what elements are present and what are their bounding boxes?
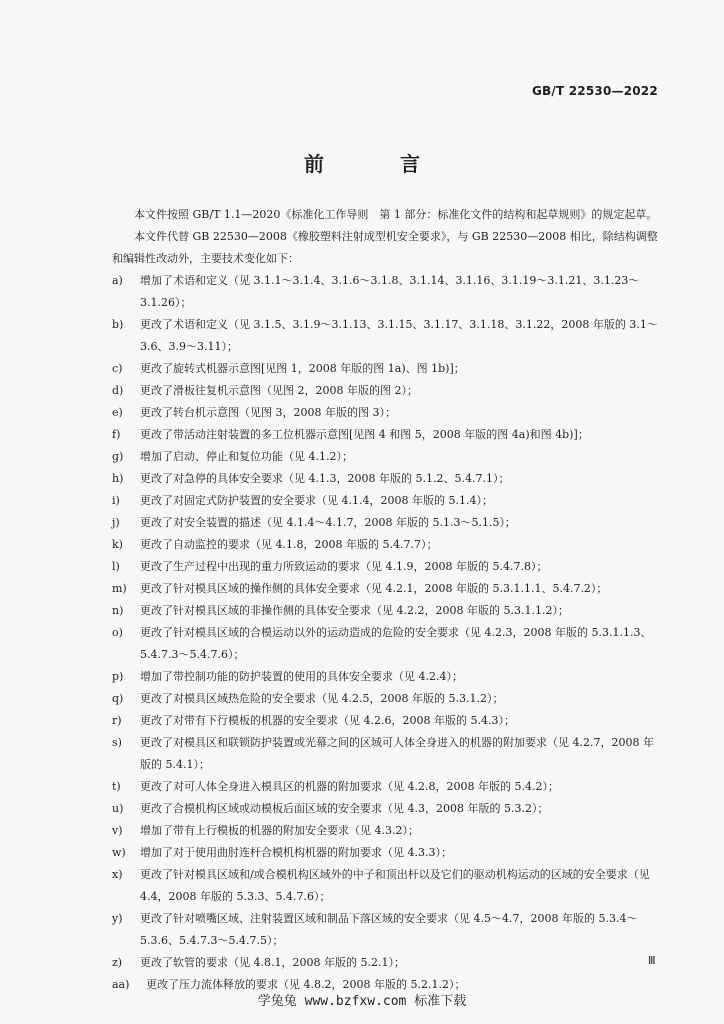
list-item-label: d): [112, 384, 124, 397]
list-item: [112, 908, 660, 952]
list-item-text: 更改了合模机构区域或动模板后面区域的安全要求（见 4.3，2008 年版的 5.3.2）；: [140, 802, 549, 815]
list-item-text: 更改了对模具区域热危险的安全要求（见 4.2.5，2008 年版的 5.3.1.2）；: [140, 692, 504, 705]
list-item-text: 增加了对于使用曲肘连杆合模机构机器的附加要求（见 4.3.3）；: [140, 846, 452, 859]
list-item-text: 更改了对可人体全身进入模具区的机器的附加要求（见 4.2.8，2008 年版的 5.4.2）；: [140, 780, 559, 793]
list-item-label: f): [112, 428, 121, 441]
list-item-text: 更改了针对模具区域的操作侧的具体安全要求（见 4.2.1，2008 年版的 5.3.1.1.1、5.4.7.2）；: [140, 582, 608, 595]
list-item-label: aa): [112, 978, 130, 991]
list-item: [112, 402, 660, 424]
list-item-label: o): [112, 626, 123, 639]
list-item: [112, 314, 660, 358]
list-item-label: q): [112, 692, 124, 705]
list-item: [112, 732, 660, 776]
list-item: [112, 710, 660, 732]
list-item-text: 更改了针对模具区域的合模运动以外的运动造成的危险的安全要求（见 4.2.3，2008 年版的 5.3.1.1.3、5.4.7.3～5.4.7.6）；: [140, 626, 652, 661]
list-item: [112, 952, 660, 974]
list-item: [112, 688, 660, 710]
document-body: [112, 204, 660, 996]
list-item-text: 更改了转台机示意图（见图 3，2008 年版的图 3）；: [140, 406, 396, 419]
list-item-label: g): [112, 450, 124, 463]
list-item-text: 增加了带控制功能的防护装置的使用的具体安全要求（见 4.2.4）；: [140, 670, 463, 683]
list-item: [112, 468, 660, 490]
list-item-text: 更改了生产过程中出现的重力所致运动的要求（见 4.1.9，2008 年版的 5.4.7.8）；: [140, 560, 548, 573]
list-item-label: a): [112, 274, 123, 287]
site-footer: 学兔兔 www.bzfxw.com 标准下载: [257, 994, 467, 1009]
list-item: [112, 424, 660, 446]
list-item: [112, 490, 660, 512]
list-item-label: m): [112, 582, 127, 595]
list-item: [112, 820, 660, 842]
list-item-label: k): [112, 538, 123, 551]
list-item: [112, 622, 660, 666]
list-item-label: i): [112, 494, 120, 507]
list-item-label: x): [112, 868, 123, 881]
list-item-text: 更改了术语和定义（见 3.1.5、3.1.9～3.1.13、3.1.15、3.1.17、3.1.18、3.1.22，2008 年版的 3.1～3.6、3.9～3.11）；: [140, 318, 658, 353]
list-item-text: 更改了对急停的具体安全要求（见 4.1.3，2008 年版的 5.1.2、5.4.7.1）；: [140, 472, 510, 485]
list-item-text: 增加了启动、停止和复位功能（见 4.1.2）；: [140, 450, 353, 463]
list-item-text: 更改了对带有下行模板的机器的安全要求（见 4.2.6，2008 年版的 5.4.3）；: [140, 714, 515, 727]
list-item: [112, 512, 660, 534]
list-item: [112, 446, 660, 468]
list-item: [112, 798, 660, 820]
page-title: 前 言: [304, 152, 448, 176]
list-item-text: 更改了滑板往复机示意图（见图 2，2008 年版的图 2）；: [140, 384, 418, 397]
list-item-label: r): [112, 714, 122, 727]
list-item-text: 更改了带活动注射装置的多工位机器示意图[见图 4 和图 5，2008 年版的图 4a)和图 4b)]；: [140, 428, 589, 441]
list-item: [112, 578, 660, 600]
list-item: [112, 842, 660, 864]
list-item: [112, 776, 660, 798]
list-item: [112, 666, 660, 688]
list-item-label: t): [112, 780, 121, 793]
list-item-text: 更改了针对模具区域和/或合模机构区域外的中子和顶出杆以及它们的驱动机构运动的区域的安全要求（见 4.4，2008 年版的 5.3.3、5.4.7.6）；: [140, 868, 650, 903]
list-item-label: u): [112, 802, 124, 815]
list-item: [112, 534, 660, 556]
change-list: [112, 270, 660, 996]
list-item-label: j): [112, 516, 120, 529]
list-item-label: z): [112, 956, 123, 969]
list-item: [112, 864, 660, 908]
intro-paragraph: 本文件代替 GB 22530—2008《橡胶塑料注射成型机安全要求》，与 GB 22530—2008 相比，除结构调整和编辑性改动外，主要技术变化如下：: [112, 230, 658, 265]
list-item-text: 更改了旋转式机器示意图[见图 1，2008 年版的图 1a)、图 1b)]；: [140, 362, 465, 375]
list-item-label: h): [112, 472, 124, 485]
list-item-text: 更改了软管的要求（见 4.8.1，2008 年版的 5.2.1）；: [140, 956, 405, 969]
list-item-text: 增加了带有上行模板的机器的附加安全要求（见 4.3.2）；: [140, 824, 419, 837]
list-item-text: 更改了对固定式防护装置的安全要求（见 4.1.4，2008 年版的 5.1.4）；: [140, 494, 493, 507]
list-item-text: 更改了压力流体释放的要求（见 4.8.2，2008 年版的 5.2.1.2）；: [146, 978, 466, 991]
list-item-text: 更改了针对喷嘴区域、注射装置区域和制品下落区域的安全要求（见 4.5～4.7，2008 年版的 5.3.4～5.3.6、5.4.7.3～5.4.7.5）；: [140, 912, 638, 947]
list-item: [112, 556, 660, 578]
list-item-label: v): [112, 824, 123, 837]
list-item-text: 更改了针对模具区域的非操作侧的具体安全要求（见 4.2.2，2008 年版的 5.3.1.1.2）；: [140, 604, 569, 617]
list-item-label: n): [112, 604, 124, 617]
list-item-label: y): [112, 912, 123, 925]
list-item-label: s): [112, 736, 122, 749]
standard-code: GB/T 22530—2022: [532, 84, 658, 98]
list-item-label: c): [112, 362, 123, 375]
list-item-label: p): [112, 670, 124, 683]
list-item: [112, 358, 660, 380]
list-item: [112, 270, 660, 314]
list-item-text: 增加了术语和定义（见 3.1.1～3.1.4、3.1.6～3.1.8、3.1.14、3.1.16、3.1.19～3.1.21、3.1.23～3.1.26）；: [140, 274, 640, 309]
list-item-label: l): [112, 560, 120, 573]
intro-paragraph: 本文件按照 GB/T 1.1—2020《标准化工作导则 第 1 部分：标准化文件的结构和起草规则》的规定起草。: [134, 208, 658, 221]
page-number: Ⅲ: [648, 954, 656, 967]
list-item-label: w): [112, 846, 126, 859]
list-item-text: 更改了对安全装置的描述（见 4.1.4～4.1.7，2008 年版的 5.1.3～5.1.5）；: [140, 516, 516, 529]
list-item-label: b): [112, 318, 124, 331]
list-item: [112, 380, 660, 402]
list-item: [112, 600, 660, 622]
list-item-text: 更改了自动监控的要求（见 4.1.8，2008 年版的 5.4.7.7）；: [140, 538, 438, 551]
list-item-text: 更改了对模具区和联锁防护装置或光幕之间的区域可人体全身进入的机器的附加要求（见 4.2.7，2008 年版的 5.4.1）；: [140, 736, 654, 771]
list-item-label: e): [112, 406, 123, 419]
